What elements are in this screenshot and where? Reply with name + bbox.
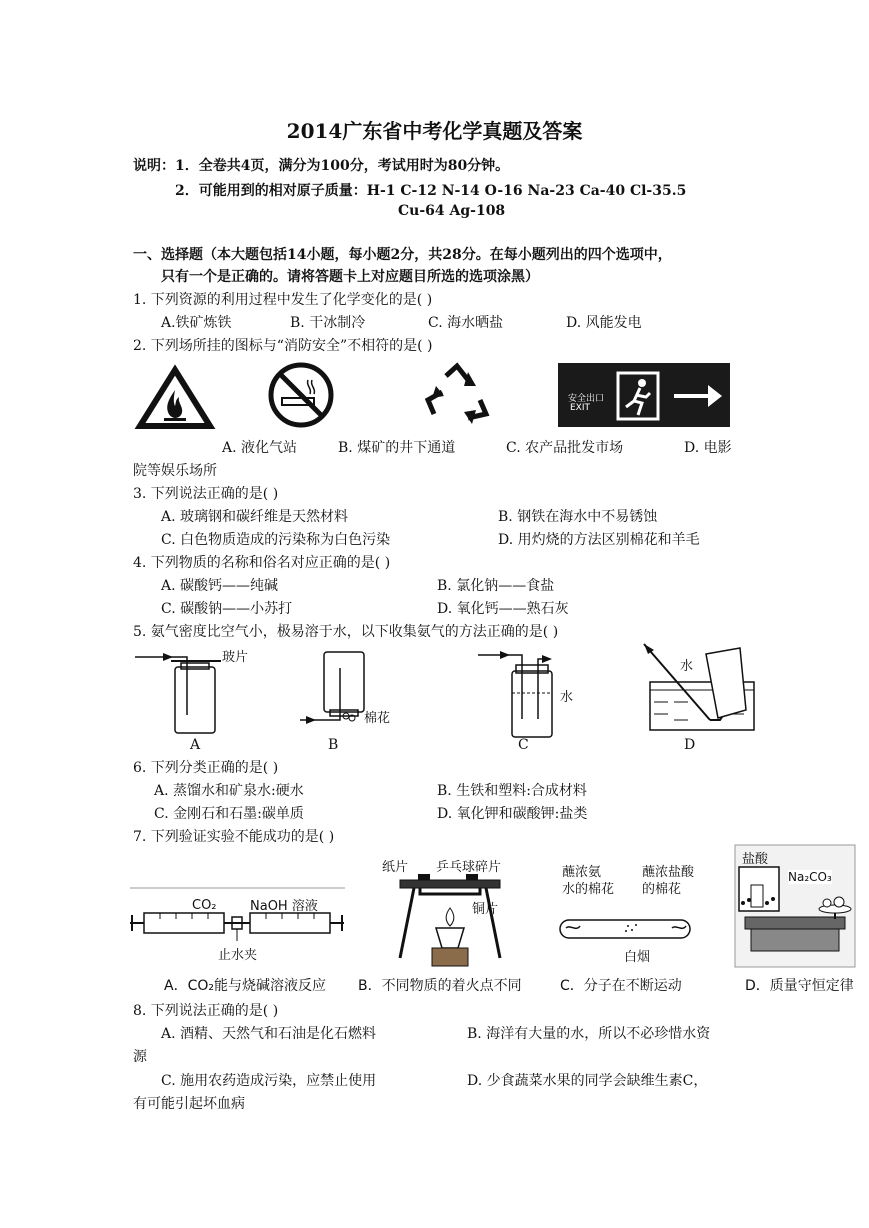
q4-option-d: D. 氧化钙——熟石灰	[437, 601, 569, 617]
q8-option-b: B. 海洋有大量的水，所以不必珍惜水资	[467, 1026, 711, 1042]
q8-option-d-cont: 有可能引起坏血病	[133, 1096, 245, 1112]
emergency-exit-sign	[558, 363, 730, 427]
q2-option-d: D. 电影	[684, 440, 732, 456]
q4-option-a: A. 碳酸钙——纯碱	[161, 578, 279, 594]
exit-sign-en-label: EXIT	[570, 403, 591, 413]
q7-fig-a-naoh: NaOH 溶液	[250, 899, 318, 914]
q3-option-a: A. 玻璃钢和碳纤维是天然材料	[161, 509, 349, 525]
q5-fig-a-label: 玻片	[222, 650, 249, 665]
q4-option-b: B. 氯化钠——食盐	[437, 578, 555, 594]
q1-stem: 1. 下列资源的利用过程中发生了化学变化的是( )	[133, 292, 433, 308]
q8-option-d: D. 少食蔬菜水果的同学会缺维生素C，	[467, 1073, 708, 1089]
q7-fig-c-ammonia: 蘸浓氨 水的棉花	[562, 865, 615, 897]
q5-fig-b-label: 棉花	[364, 711, 391, 726]
recycling-icon	[424, 362, 490, 428]
q7-fig-c-smoke: 白烟	[624, 950, 651, 965]
q6-option-d: D. 氧化钾和碳酸钾:盐类	[437, 806, 588, 822]
q2-option-d-cont: 院等娱乐场所	[133, 463, 217, 479]
q7-figure-c-tube	[556, 910, 696, 944]
q1-option-b: B. 干冰制冷	[290, 315, 366, 331]
q1-option-a: A.铁矿炼铁	[161, 315, 232, 331]
running-man-arrow-icon	[618, 373, 728, 419]
q8-stem: 8. 下列说法正确的是( )	[133, 1003, 279, 1019]
q5-figure-b	[300, 648, 410, 738]
q7-figure-b-tripod	[380, 868, 520, 968]
q6-stem: 6. 下列分类正确的是( )	[133, 760, 279, 776]
q7-fig-d-na2co3: Na₂CO₃	[788, 870, 832, 884]
q7-fig-c-hcl: 蘸浓盐酸 的棉花	[642, 865, 695, 897]
q3-option-b: B. 钢铁在海水中不易锈蚀	[498, 509, 658, 525]
q7-stem: 7. 下列验证实验不能成功的是( )	[133, 829, 335, 845]
q6-option-a: A. 蒸馏水和矿泉水:硬水	[154, 783, 304, 799]
q8-option-b-cont: 源	[133, 1049, 147, 1065]
q7-fig-b-paper: 纸片	[382, 860, 409, 875]
q5-figure-d	[640, 640, 760, 735]
q7-option-b: B．不同物质的着火点不同	[358, 978, 522, 994]
page-title: 2014广东省中考化学真题及答案	[286, 119, 583, 143]
q5-stem: 5. 氨气密度比空气小，极易溶于水，以下收集氨气的方法正确的是( )	[133, 624, 559, 640]
q5-fig-d-letter: D	[684, 737, 696, 753]
q8-option-a: A. 酒精、天然气和石油是化石燃料	[161, 1026, 377, 1042]
q3-stem: 3. 下列说法正确的是( )	[133, 486, 279, 502]
q6-option-c: C. 金刚石和石墨:碳单质	[154, 806, 304, 822]
q2-stem: 2. 下列场所挂的图标与“消防安全”不相符的是( )	[133, 338, 433, 354]
notes-line-2: 2．可能用到的相对原子质量：H-1 C-12 N-14 O-16 Na-23 Ca-40 Cl-35.5	[175, 183, 687, 199]
q8-option-c: C. 施用农药造成污染，应禁止使用	[161, 1073, 377, 1089]
q7-option-d: D．质量守恒定律	[745, 978, 854, 994]
q3-option-d: D. 用灼烧的方法区别棉花和羊毛	[498, 532, 700, 548]
q2-option-b: B. 煤矿的井下通道	[338, 440, 456, 456]
q7-option-a: A．CO₂能与烧碱溶液反应	[164, 978, 326, 994]
q7-fig-a-clip: 止水夹	[218, 948, 258, 963]
q7-option-c: C．分子在不断运动	[560, 978, 682, 994]
q4-option-c: C. 碳酸钠——小苏打	[161, 601, 293, 617]
q7-fig-b-copper: 铜片	[472, 902, 499, 917]
q1-option-c: C. 海水晒盐	[428, 315, 504, 331]
flammable-warning-icon	[138, 366, 213, 430]
q1-option-d: D. 风能发电	[566, 315, 642, 331]
q7-fig-a-co2: CO₂	[192, 898, 217, 913]
q7-fig-d-acid: 盐酸	[742, 852, 769, 867]
q5-fig-a-letter: A	[190, 737, 201, 753]
q5-fig-b-letter: B	[328, 737, 339, 753]
q2-option-c: C. 农产品批发市场	[506, 440, 624, 456]
no-smoking-icon	[266, 360, 336, 430]
q5-fig-c-label: 水	[560, 690, 574, 705]
q3-option-c: C. 白色物质造成的污染称为白色污染	[161, 532, 391, 548]
q7-fig-b-pingpong: 乒乓球碎片	[436, 860, 502, 875]
section-1-heading: 一、选择题（本大题包括14小题，每小题2分，共28分。在每小题列出的四个选项中，	[133, 247, 672, 263]
q5-fig-d-label: 水	[680, 659, 694, 674]
notes-line-1: 说明：1．全卷共4页，满分为100分，考试用时为80分钟。	[133, 158, 510, 174]
section-1-instruction: 只有一个是正确的。请将答题卡上对应题目所选的选项涂黑）	[161, 269, 539, 285]
q4-stem: 4. 下列物质的名称和俗名对应正确的是( )	[133, 555, 391, 571]
q5-fig-c-letter: C	[518, 737, 529, 753]
q6-option-b: B. 生铁和塑料:合成材料	[437, 783, 587, 799]
q2-option-a: A. 液化气站	[222, 440, 298, 456]
notes-line-3: Cu-64 Ag-108	[398, 203, 506, 219]
exit-sign-cn-label: 安全出口	[568, 394, 605, 404]
